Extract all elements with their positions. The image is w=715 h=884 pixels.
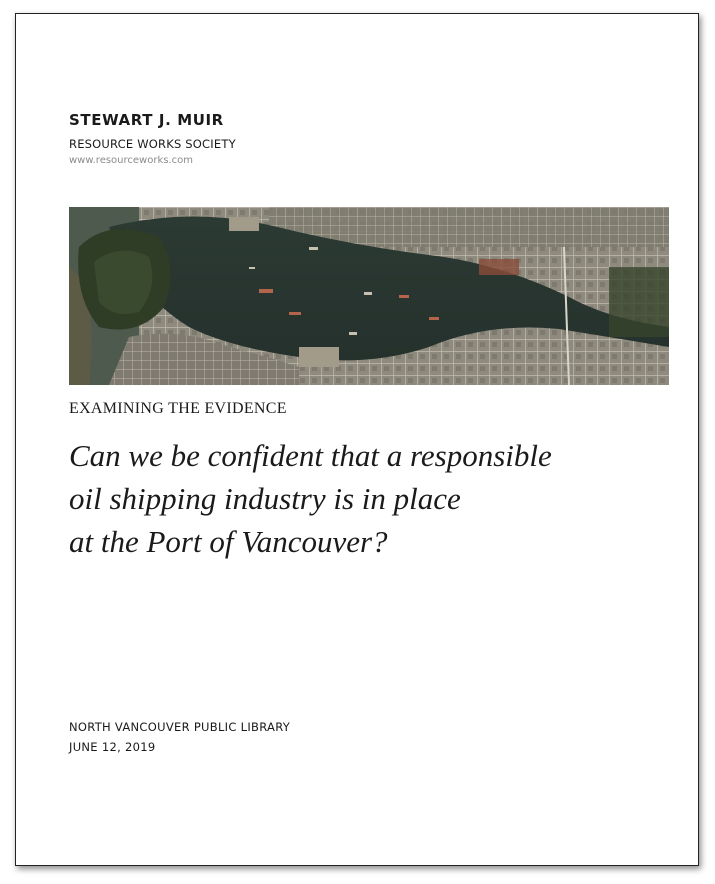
headline (69, 434, 669, 563)
venue-name: NORTH VANCOUVER PUBLIC LIBRARY (69, 720, 291, 734)
cover-aerial-photo (69, 207, 669, 385)
event-date: JUNE 12, 2019 (69, 740, 156, 754)
website-url: www.resourceworks.com (69, 155, 193, 166)
headline-line: oil shipping industry is in place (69, 481, 461, 516)
section-kicker: EXAMINING THE EVIDENCE (69, 400, 287, 417)
document-page (15, 13, 699, 866)
author-name: STEWART J. MUIR (69, 111, 224, 129)
headline-line: at the Port of Vancouver? (69, 524, 388, 559)
headline-line: Can we be confident that a responsible (69, 438, 552, 473)
organization-name: RESOURCE WORKS SOCIETY (69, 137, 236, 151)
